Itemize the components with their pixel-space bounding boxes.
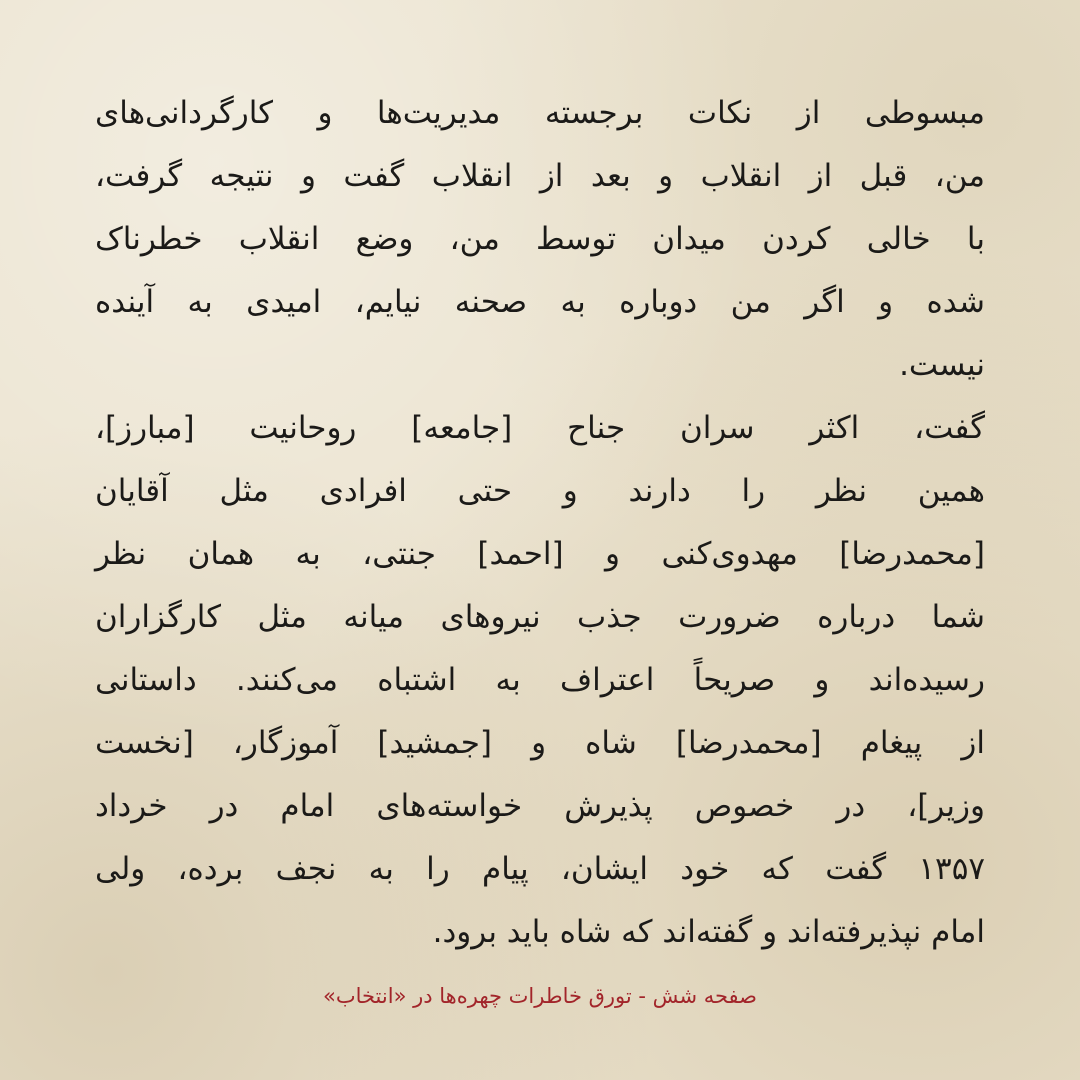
text-line: نیست. xyxy=(899,347,985,383)
text-line: با خالی کردن میدان توسط من، وضع انقلاب خطرناک xyxy=(95,221,985,257)
text-line: من، قبل از انقلاب و بعد از انقلاب گفت و نتیجه گرفت، xyxy=(95,158,985,194)
source-caption: صفحه شش - تورق خاطرات چهره‌ها در «انتخاب» xyxy=(322,984,757,1008)
text-line: شما درباره ضرورت جذب نیروهای میانه مثل کارگزاران xyxy=(95,599,985,635)
text-line: امام نپذیرفته‌اند و گفته‌اند که شاه باید برود. xyxy=(432,914,985,950)
text-line: رسیده‌اند و صریحاً اعتراف به اشتباه می‌کنند. داستانی xyxy=(95,662,985,698)
text-line: ۱۳۵۷ گفت که خود ایشان، پیام را به نجف برده، ولی xyxy=(95,851,985,887)
text-line: [محمدرضا] مهدوی‌کنی و [احمد] جنتی، به همان نظر xyxy=(95,536,985,572)
text-line: گفت، اکثر سران جناح [جامعه] روحانیت [مبارز]، xyxy=(95,410,985,446)
text-line: شده و اگر من دوباره به صحنه نیایم، امیدی به آینده xyxy=(95,284,985,320)
text-line: وزیر]، در خصوص پذیرش خواسته‌های امام در خرداد xyxy=(95,788,985,824)
body-text xyxy=(95,82,985,964)
text-line: از پیغام [محمدرضا] شاه و [جمشید] آموزگار، [نخست xyxy=(95,725,985,761)
text-line: همین نظر را دارند و حتی افرادی مثل آقایان xyxy=(95,473,985,509)
text-line: مبسوطی از نکات برجسته مدیریت‌ها و کارگردانی‌های xyxy=(95,95,985,131)
